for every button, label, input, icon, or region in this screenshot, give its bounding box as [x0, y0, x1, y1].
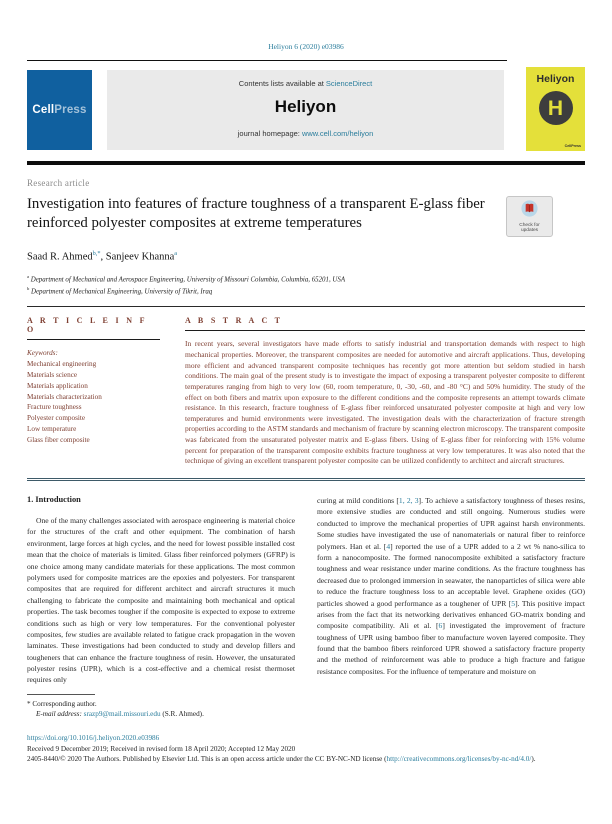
keyword: Materials characterization	[27, 392, 102, 401]
sciencedirect-link[interactable]: ScienceDirect	[325, 79, 373, 88]
article-info-header: A R T I C L E I N F O	[27, 316, 147, 335]
keyword: Mechanical engineering	[27, 360, 97, 369]
keyword: Materials application	[27, 381, 88, 390]
cellpress-logo[interactable]	[27, 70, 92, 150]
check-for-updates-badge[interactable]	[506, 196, 553, 237]
affiliation-line: $^b$ Department of Mechanical Engineering, University of Tikrit, Iraq	[27, 285, 213, 295]
body-right-column	[317, 495, 585, 686]
introduction-paragraph-left: One of the many challenges associated with aerospace engineering is material choice for the structures of the craft and other equipment. The combination of harsh environment, large forces at high cycles, and the need for lowest possible installed cost mean that the choice of materials is limited. Glass fiber reinforced polymers (GFRP) is one choice among many candidate materials for these applications. The most common polymers used for composite matrices are the epoxies and polyesters. For transparent composites that are required for different architect and aircraft structures it much challenging to fabricate the composite and maintaining both mechanical and optical properties. The task becomes tougher if the composite is expected to expose to extreme conditions such as high or very low temperatures. For the conventional polyester composites, few studies are available related to fatigue crack propagation in the woven laminates. These investigations had been conducted to study and develop fillers and tougheners that can enhance the fracture toughness of resin. However, the unsaturated polyester resins (UPR), which is a cost-effective and a chemical resist thermoset requires only	[27, 516, 295, 685]
email-suffix: (S.R. Ahmed).	[160, 710, 204, 719]
corresponding-author-note: * Corresponding author.	[27, 699, 97, 708]
crossmark-icon	[521, 200, 538, 217]
author-affiliation-marker[interactable]: a	[174, 249, 178, 257]
introduction-heading: 1. Introduction	[27, 495, 81, 504]
article-info-column	[27, 316, 160, 467]
author-email-link[interactable]: srazp9@mail.missouri.edu	[83, 710, 161, 719]
abstract-rule	[185, 330, 585, 331]
article-type-label: Research article	[27, 177, 90, 188]
journal-name: Heliyon	[274, 97, 337, 116]
abstract-header: A B S T R A C T	[185, 316, 283, 326]
cellpress-logo-press: Press	[54, 104, 87, 116]
doi-link[interactable]: https://doi.org/10.1016/j.heliyon.2020.e03986	[27, 733, 160, 742]
affiliations	[27, 274, 585, 297]
keywords-block	[27, 348, 160, 445]
license-prefix: 2405-8440/© 2020 The Authors. Published by Elsevier Ltd. This is an open access article under the CC BY-NC-ND license (	[27, 755, 387, 764]
keywords-label: Keywords:	[27, 349, 58, 358]
citation-link[interactable]: 4	[386, 541, 391, 551]
article-info-rule	[27, 339, 160, 340]
abstract-column	[185, 316, 585, 467]
authors-separator: ,	[100, 251, 106, 262]
journal-banner	[107, 70, 504, 150]
homepage-prefix: journal homepage:	[237, 129, 302, 138]
keyword: Fracture toughness	[27, 403, 82, 412]
introduction-paragraph-right: curing at mild conditions [1, 2, 3]. To achieve a satisfactory toughness of theses resins, more extensive studies are conducted and still ongoing. Numerous studies were conducted to improve the mechanical properties of UPR against harsh environments. Some studies have investigated the use of nanomaterials or natural fiber to reinforce polymers. Han et al. [4] reported the use of a UPR added to a 2 wt % nano-silica to form a nanocomposite. The formed nanocomposite exhibited a satisfactory fracture toughness and wear resistance under marine conditions. As the fracture toughness has decreased due to prolonged immersion in seawater, the nanoparticles of silica were able to reduce the fracture toughness loss to an acceptable level. Graphene oxides (GO) particles showed a good performance as a toughener of UPR [5]. This positive impact arises from the fact that its networking derivatives enhanced GO-matrix bonding and composite compatibility. Ali et al. [6] investigated the improvement of fracture toughness of UPR using bamboo fiber to manufacture woven layered composite. They found that the bamboo fibers reinforced UPR showed a satisfactory fracture property and the method of reinforcement was able to produce a high fracture and fatigue resistance composites. For the influence of temperature and moisture on	[317, 496, 586, 676]
affiliation-line: $^a$ Department of Mechanical and Aerospace Engineering, University of Missouri Columbia, Columbia, 65201, USA	[27, 274, 346, 284]
body-left-column	[27, 495, 295, 686]
keyword: Materials science	[27, 370, 78, 379]
journal-reference-link[interactable]: Heliyon 6 (2020) e03986	[268, 42, 344, 51]
contents-line	[107, 79, 504, 88]
footnote-block	[27, 694, 585, 720]
license-line	[27, 754, 585, 765]
heliyon-logo-title: Heliyon	[536, 73, 575, 85]
citation-link[interactable]: 5	[511, 598, 516, 608]
masthead-thick-rule	[27, 161, 585, 165]
keyword: Polyester composite	[27, 414, 86, 423]
authors-line	[27, 250, 585, 263]
footnote-rule	[27, 694, 95, 695]
masthead	[27, 70, 585, 151]
abstract-text: In recent years, several investigators have made efforts to satisfy industrial and transportation demands with respect to high mechanical properties. Moreover, the transparent composites are needed for automotive and aircraft applications. Thus, developing more efficient and advanced transparent composite techniques has recently got more attention but seldom studied in harsh conditions. The main goal of the present study is to investigate the impact of exposing a transparent polyester composite to different temperatures ranging from high to very low (60, room temperature, 0, -30, -60, and -80 °C) and 50% humidity. The study of the effect on both fibers and matrix upon exposure to the different conditions and the composite represents an attempt towards climate resistance. In this research, fracture toughness of E-glass fiber reinforced unsaturated polyester composite at high and very low temperatures and humid environments were investigated. The investigation deals with the characterization of fracture strength properties according to the ASTM standards and mechanism of fracture by scanning electron microscopy. The transparent composite was fabricated from the unsaturated polyester matrix and E-glass fibers. Using of E-glass fiber for reinforcing with 15% volume percent for preparation of the transparent composite exhibits fracture toughness at very low temperatures. It was also noted that the technique of giving an excellent transparent polyester composite can be utilized confidently to architect and aircraft structures.	[185, 339, 585, 466]
journal-homepage-link[interactable]: www.cell.com/heliyon	[301, 129, 374, 138]
email-line	[27, 709, 585, 719]
heliyon-logo-brand: CellPress	[564, 144, 581, 148]
author-affiliation-marker[interactable]: b,*	[92, 249, 101, 257]
author-name: Sanjeev Khanna	[105, 251, 175, 262]
keyword: Low temperature	[27, 424, 77, 433]
heliyon-h-icon: H	[539, 91, 573, 125]
contents-prefix: Contents lists available at	[238, 79, 326, 88]
top-thin-rule	[27, 60, 507, 61]
citation-link[interactable]: 6	[438, 621, 443, 631]
page-footer	[27, 733, 585, 765]
license-suffix: ).	[531, 755, 536, 764]
article-title: Investigation into features of fracture toughness of a transparent E-glass fiber reinforced polyester composites at extreme temperatures	[27, 195, 485, 232]
info-abstract-section	[27, 316, 585, 467]
body-columns	[27, 495, 585, 686]
received-dates: Received 9 December 2019; Received in revised form 18 April 2020; Accepted 12 May 2020	[27, 744, 296, 753]
abstract-bottom-rule	[27, 478, 585, 481]
cellpress-logo-cell: Cell	[32, 104, 55, 116]
homepage-line	[107, 129, 504, 138]
keyword: Glass fiber composite	[27, 435, 90, 444]
frontmatter-rule	[27, 306, 585, 307]
license-link[interactable]: http://creativecommons.org/licenses/by-nc-nd/4.0/	[386, 755, 532, 764]
title-row	[27, 195, 585, 237]
citation-link[interactable]: 1, 2, 3	[398, 496, 419, 505]
heliyon-logo[interactable]	[526, 67, 585, 151]
check-updates-text: Check for updates	[519, 222, 540, 234]
email-label: E-mail address:	[36, 710, 84, 719]
author-name: Saad R. Ahmed	[27, 251, 93, 262]
